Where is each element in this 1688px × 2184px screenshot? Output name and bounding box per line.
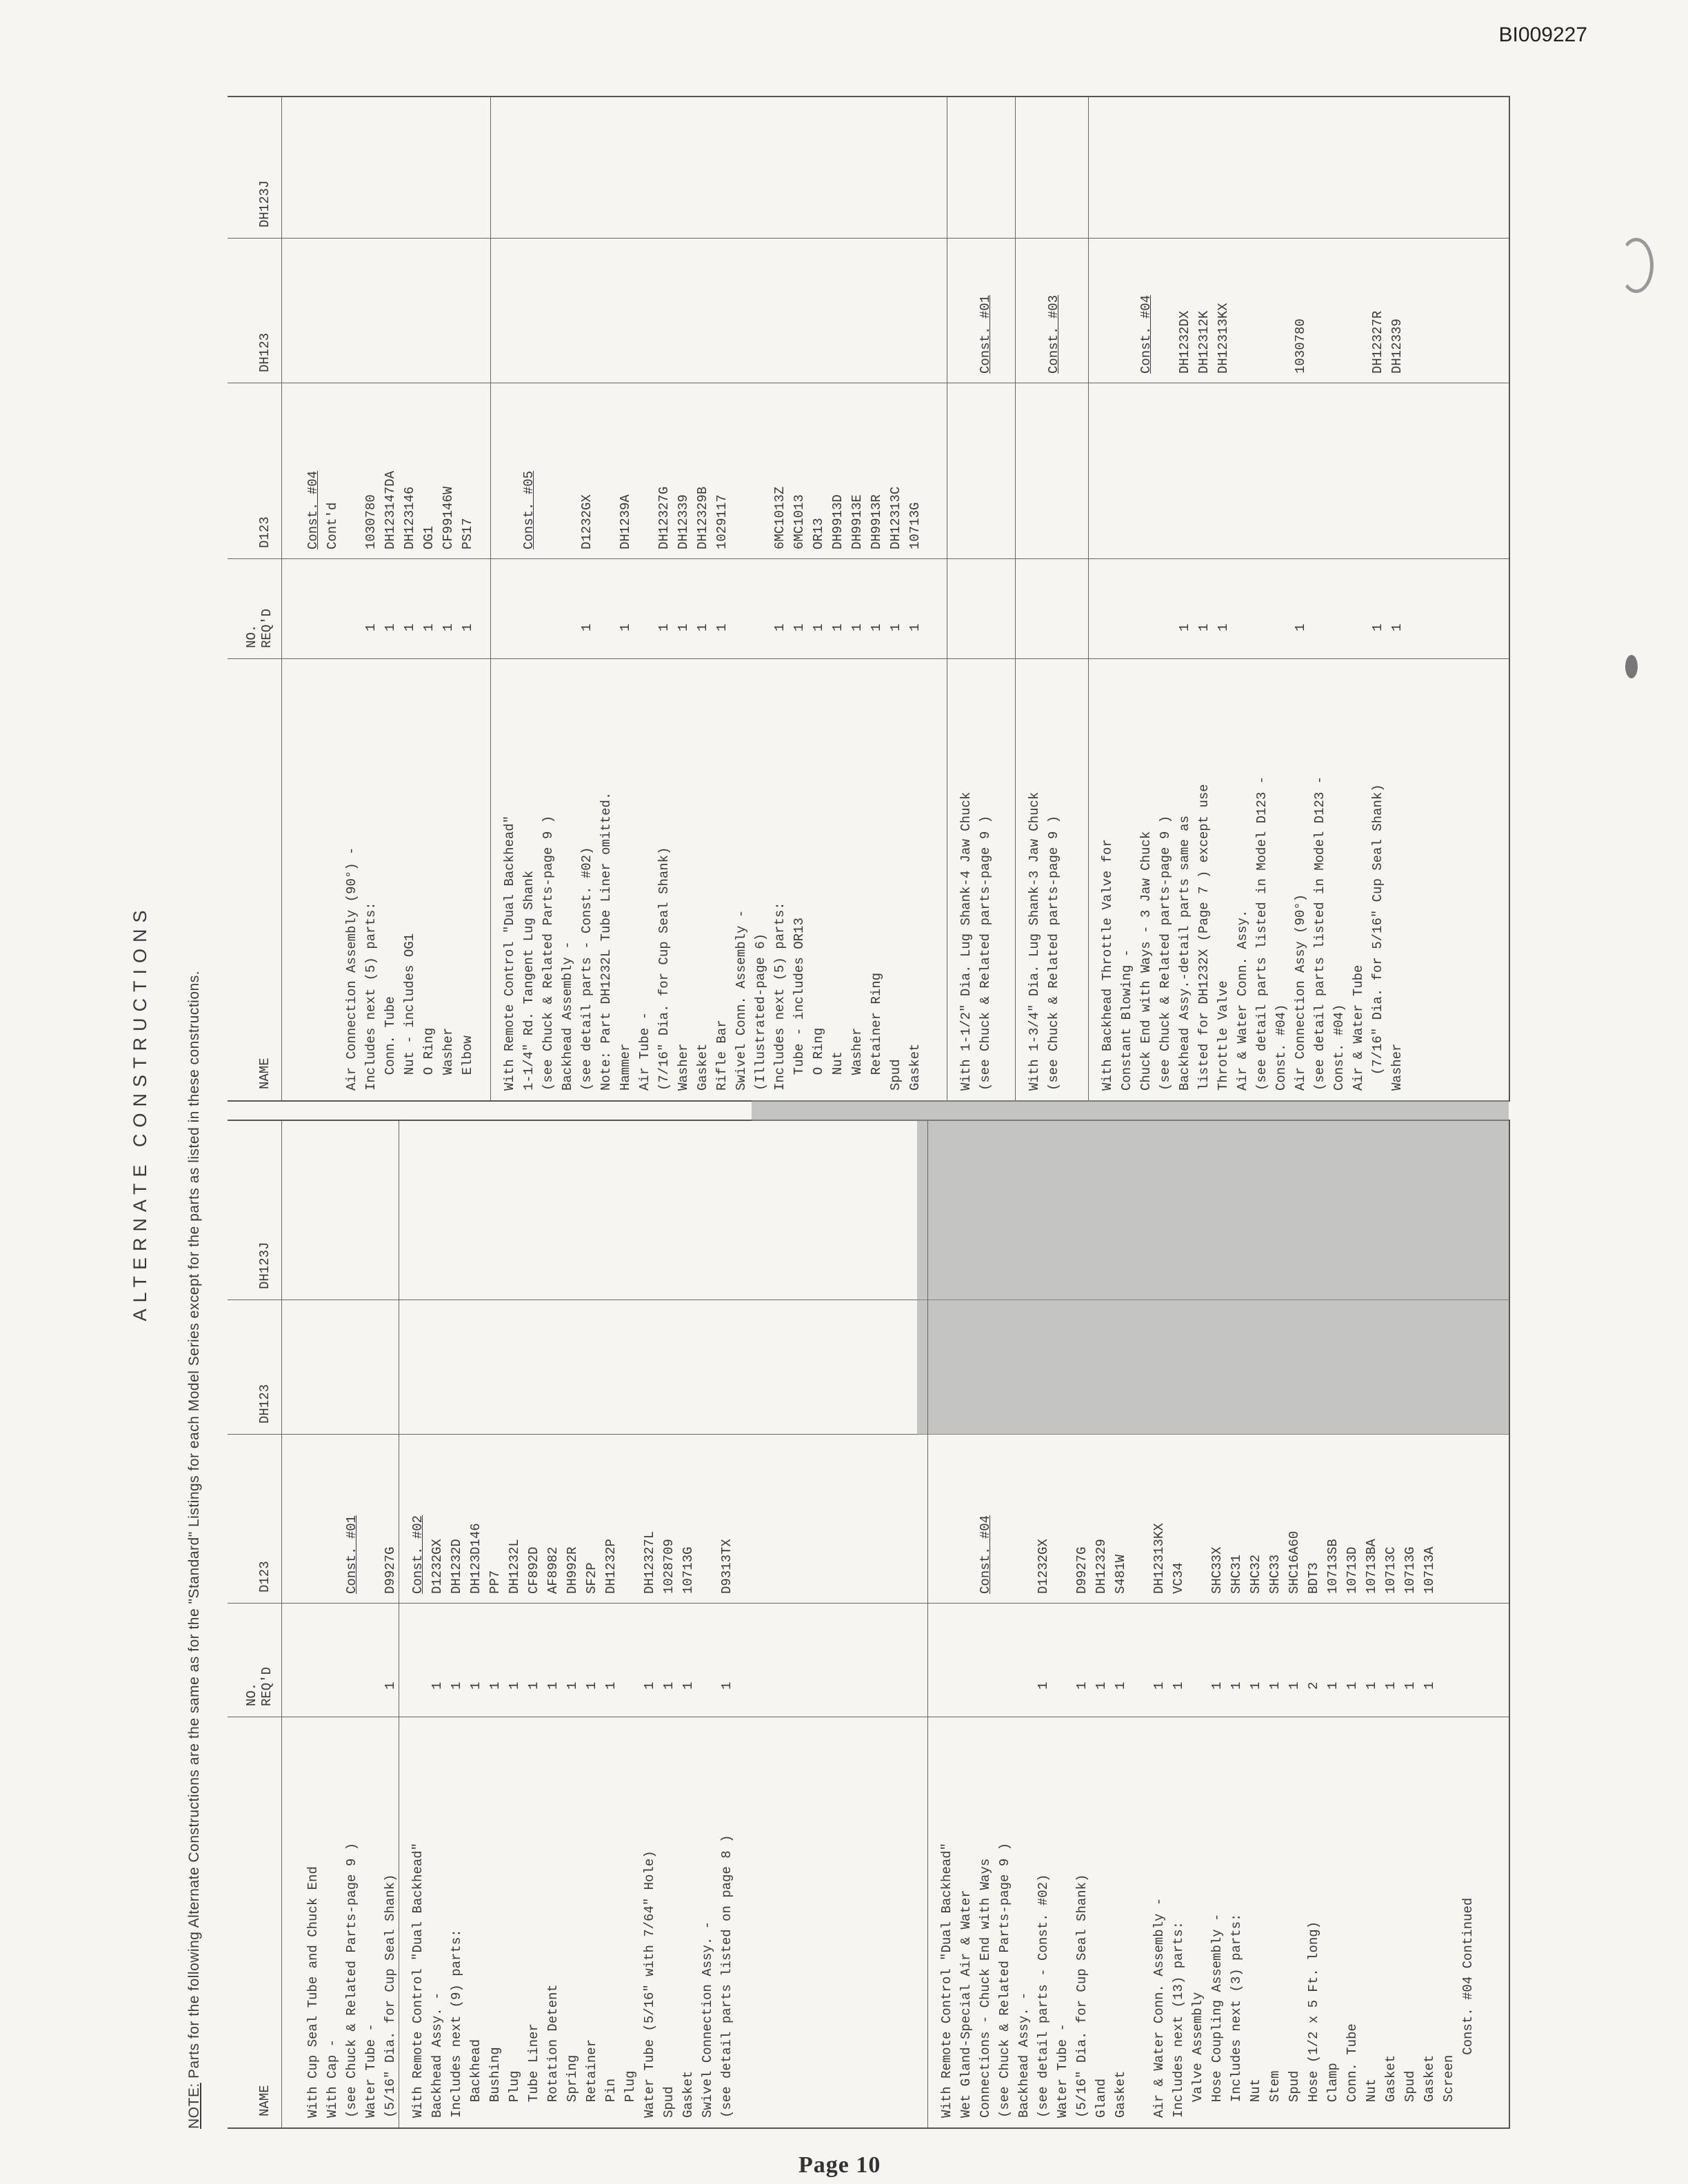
- header-reqd-label: REQ'D: [259, 1666, 274, 1706]
- qty-required: 1: [642, 1681, 657, 1690]
- part-number-d123: PS17: [460, 518, 475, 549]
- part-number-d123: SHC32: [1248, 1554, 1263, 1594]
- qty-required: 1: [383, 1681, 398, 1690]
- part-number-d123: OG1: [421, 525, 436, 549]
- part-name: Clamp: [1325, 2063, 1340, 2118]
- header-no-reqd-label: [244, 609, 274, 648]
- qty-required: 1: [830, 623, 845, 631]
- header-name: [228, 1717, 282, 2127]
- part-name: Plug: [507, 2070, 522, 2118]
- part-name: With Remote Control "Dual Backhead": [502, 815, 517, 1091]
- part-name: Hose (1/2 x 5 Ft. long): [1306, 1921, 1321, 2118]
- part-name: O Ring: [811, 1027, 826, 1091]
- qty-required: 1: [1325, 1681, 1340, 1690]
- binder-mark-top: [1619, 238, 1654, 293]
- part-name: Valve Assembly: [1190, 1992, 1205, 2118]
- part-name: (see detail parts - Const. #02): [579, 847, 594, 1091]
- part-name: Nut - includes OG1: [402, 933, 417, 1091]
- part-name: Conn. Tube: [1345, 2023, 1360, 2118]
- part-number-d123: 10713SB: [1325, 1539, 1340, 1594]
- qty-required: 1: [468, 1681, 483, 1690]
- qty-required: 1: [449, 1681, 464, 1690]
- qty-required: 1: [888, 623, 903, 631]
- part-name: Gasket: [1113, 2070, 1128, 2118]
- part-name: Spud: [1287, 2070, 1302, 2118]
- part-name: (see detail parts listed in Model D123 -: [1312, 776, 1327, 1091]
- part-number-d123: SHC33: [1267, 1554, 1283, 1594]
- note-label: NOTE:: [186, 2083, 202, 2129]
- part-number-dh123: Const. #03: [1046, 294, 1061, 374]
- part-name: Air Connection Assy (90°): [1293, 893, 1308, 1091]
- part-name: Retainer Ring: [869, 972, 884, 1091]
- part-number-d123: D1232GX: [1036, 1539, 1051, 1594]
- qty-required: 1: [1345, 1681, 1360, 1690]
- part-name: Screen: [1441, 2054, 1456, 2118]
- part-number-d123: DH123147DA: [383, 470, 398, 549]
- part-number-d123: 6MC1013Z: [772, 486, 787, 549]
- part-number-d123: Const. #05: [521, 470, 536, 549]
- header-no-label: NO.: [244, 624, 259, 648]
- part-name: (see detail parts - Const. #02): [1036, 1874, 1051, 2118]
- part-name: Backhead Assy.-detail parts same as: [1177, 815, 1192, 1091]
- part-name: (see Chuck & Related parts-page 9 ): [978, 815, 993, 1091]
- part-name: Gasket: [1383, 2054, 1398, 2118]
- part-name: Backhead Assy. -: [1016, 1992, 1032, 2118]
- part-name: Air & Water Conn. Assy.: [1235, 909, 1250, 1091]
- page-number: Page 10: [798, 2152, 881, 2178]
- part-number-d123: D9313TX: [719, 1539, 734, 1594]
- part-name: Stem: [1267, 2070, 1283, 2118]
- part-number-d123: 6MC1013: [792, 494, 807, 549]
- qty-required: 1: [1094, 1681, 1109, 1690]
- header-dh123-label: DH123: [257, 1384, 272, 1424]
- part-name: With Cap -: [325, 2039, 340, 2118]
- qty-required: 1: [714, 623, 730, 631]
- header-qty: [228, 559, 282, 659]
- part-number-d123: 10713A: [1422, 1546, 1437, 1594]
- qty-required: 1: [363, 623, 379, 631]
- part-number-d123: DH12327G: [656, 486, 672, 549]
- part-name: Tube - includes OR13: [792, 918, 807, 1091]
- part-name: Chuck End with Ways - 3 Jaw Chuck: [1138, 831, 1154, 1091]
- part-name: Elbow: [460, 1035, 475, 1091]
- qty-required: 1: [1171, 1681, 1186, 1690]
- part-number-d123: DH9913D: [830, 494, 845, 549]
- part-name: Water Tube -: [1055, 2023, 1070, 2118]
- qty-required: 1: [1422, 1681, 1437, 1690]
- part-name: Const. #04): [1274, 1004, 1289, 1091]
- part-number-d123: SHC16A60: [1287, 1530, 1302, 1594]
- group-divider: [1088, 659, 1089, 1100]
- group-divider: [927, 1717, 928, 2127]
- column-divider: [228, 558, 1509, 559]
- part-name: (5/16" Dia. for Cup Seal Shank): [383, 1874, 398, 2118]
- qty-required: 1: [1113, 1681, 1128, 1690]
- column-divider: [228, 1603, 1509, 1604]
- part-name: (Illustrated-page 6): [753, 933, 768, 1091]
- qty-required: 1: [676, 623, 691, 631]
- qty-required: 1: [1403, 1681, 1418, 1690]
- part-number-d123: 10713G: [681, 1546, 696, 1594]
- qty-required: 1: [1370, 623, 1385, 631]
- part-number-d123: 10713D: [1345, 1546, 1360, 1594]
- header-dh123-label: DH123: [257, 332, 272, 372]
- part-name: (see detail parts listed in Model D123 -: [1254, 776, 1269, 1091]
- part-number-dh123: DH12339: [1389, 318, 1405, 374]
- header-d123: [228, 383, 282, 559]
- part-number-d123: 10713G: [1403, 1546, 1418, 1594]
- part-number-dh123: 1030780: [1293, 318, 1308, 374]
- qty-required: 1: [811, 623, 826, 631]
- header-no-reqd-label: [244, 1667, 274, 1706]
- part-name: Const. #04 Continued: [1460, 1897, 1476, 2118]
- part-number-dh123: DH1232DX: [1177, 310, 1192, 374]
- part-number-d123: Const. #04: [978, 1515, 993, 1594]
- part-name: (see Chuck & Related parts-page 9 ): [1046, 815, 1061, 1091]
- part-name: Nut: [1248, 2078, 1263, 2118]
- qty-required: 1: [695, 623, 710, 631]
- note-line: [186, 971, 203, 2129]
- part-number-d123: DH12313KX: [1152, 1523, 1167, 1594]
- qty-required: 1: [402, 623, 417, 631]
- part-name: Const. #04): [1332, 1004, 1347, 1091]
- qty-required: 1: [1152, 1681, 1167, 1690]
- part-number-dh123: DH12327R: [1370, 310, 1385, 374]
- part-number-d123: DH9913R: [869, 494, 884, 549]
- part-number-d123: DH1232D: [449, 1539, 464, 1594]
- part-number-dh123: DH12313KX: [1216, 303, 1231, 374]
- qty-required: 1: [1036, 1681, 1051, 1690]
- part-name: Hammer: [618, 1043, 633, 1091]
- part-number-d123: 1028709: [661, 1539, 676, 1594]
- header-no-label: NO.: [244, 1682, 259, 1706]
- part-number-d123: AF8982: [545, 1546, 561, 1594]
- part-number-d123: PP7: [488, 1570, 503, 1594]
- qty-required: 1: [656, 623, 672, 631]
- part-name: Backhead Assy. -: [430, 1992, 445, 2118]
- part-number-d123: D1232GX: [579, 494, 594, 549]
- qty-required: 1: [603, 1681, 619, 1690]
- part-name: Retainer: [584, 2039, 599, 2118]
- header-name-label: NAME: [257, 2085, 272, 2116]
- part-number-d123: DH992R: [565, 1546, 580, 1594]
- part-name: Backhead: [468, 2039, 483, 2118]
- part-number-d123: DH12313C: [888, 486, 903, 549]
- qty-required: 1: [1383, 1681, 1398, 1690]
- group-divider: [927, 1121, 928, 1717]
- qty-required: 1: [421, 623, 436, 631]
- part-name: (7/16" Dia. for 5/16" Cup Seal Shank): [1370, 784, 1385, 1091]
- column-divider: [228, 238, 1509, 239]
- qty-required: 1: [383, 623, 398, 631]
- qty-required: 1: [618, 623, 633, 631]
- part-number-d123: VC34: [1171, 1562, 1186, 1594]
- qty-required: 1: [579, 623, 594, 631]
- qty-required: 1: [460, 623, 475, 631]
- part-number-d123: DH9913E: [850, 494, 865, 549]
- part-name: Nut: [1364, 2078, 1379, 2118]
- part-name: Note: Part DH1232L Tube Liner omitted.: [599, 791, 614, 1091]
- part-number-d123: 10713C: [1383, 1546, 1398, 1594]
- qty-required: 1: [1074, 1681, 1089, 1690]
- part-name: Wet Gland-Special Air & Water: [958, 1890, 974, 2118]
- part-name: Air & Water Conn. Assembly -: [1152, 1897, 1167, 2118]
- header-dh123: [228, 1300, 282, 1435]
- shaded-unused-cells: [917, 1121, 1509, 1435]
- part-number-d123: Const. #02: [410, 1515, 425, 1594]
- qty-required: 1: [1177, 623, 1192, 631]
- section-title: ALTERNATE CONSTRUCTIONS: [130, 904, 150, 1322]
- part-name: Spud: [888, 1059, 903, 1091]
- part-number-d123: Const. #01: [344, 1515, 359, 1594]
- part-number-d123: D9927G: [1074, 1546, 1089, 1594]
- group-divider: [490, 659, 491, 1100]
- qty-required: 1: [488, 1681, 503, 1690]
- qty-required: 1: [1209, 1681, 1225, 1690]
- qty-required: 1: [661, 1681, 676, 1690]
- qty-required: 1: [681, 1681, 696, 1690]
- qty-required: 1: [430, 1681, 445, 1690]
- part-number-d123: S481W: [1113, 1554, 1128, 1594]
- part-number-d123: OR13: [811, 518, 826, 549]
- qty-required: 1: [545, 1681, 561, 1690]
- part-name: With Cup Seal Tube and Chuck End: [305, 1866, 321, 2118]
- qty-required: 1: [1389, 623, 1405, 631]
- qty-required: 1: [850, 623, 865, 631]
- part-number-d123: CF99146W: [441, 486, 456, 549]
- part-name: Bushing: [488, 2047, 503, 2118]
- part-name: Plug: [623, 2070, 638, 2118]
- part-name: Water Tube -: [363, 2023, 379, 2118]
- part-number-d123: DH12329: [1094, 1539, 1109, 1594]
- part-name: (see Chuck & Related Parts-page 9 ): [344, 1842, 359, 2118]
- part-name: Rotation Detent: [545, 1984, 561, 2118]
- binder-mark-middle: [1625, 655, 1638, 678]
- part-number-dh123: DH12312K: [1196, 310, 1212, 374]
- part-number-d123: 1030780: [363, 494, 379, 549]
- part-number-d123: DH12329B: [695, 486, 710, 549]
- part-number-d123: 10713BA: [1364, 1539, 1379, 1594]
- qty-required: 1: [1229, 1681, 1244, 1690]
- part-name: Constant Blowing -: [1119, 949, 1134, 1091]
- part-name: (see detail parts listed on page 8 ): [719, 1834, 734, 2118]
- header-name-label: NAME: [257, 1058, 272, 1089]
- part-name: Gasket: [1422, 2054, 1437, 2118]
- part-number-d123: DH12327L: [642, 1530, 657, 1594]
- document-id: BI009227: [1498, 23, 1587, 46]
- part-number-d123: CF892D: [526, 1546, 541, 1594]
- part-name: Air Connection Assembly (90°) -: [344, 847, 359, 1091]
- part-name: Washer: [676, 1043, 691, 1091]
- qty-required: 1: [1216, 623, 1231, 631]
- header-name: [228, 659, 282, 1100]
- part-name: listed for DH1232X (Page 7 ) except use: [1196, 784, 1212, 1091]
- header-dh123j: [228, 1121, 282, 1300]
- part-name: (see Chuck & Related Parts-page 9 ): [997, 1842, 1012, 2118]
- qty-required: 1: [792, 623, 807, 631]
- left-parts-table: [228, 1120, 1510, 2129]
- part-name: Includes next (9) parts:: [449, 1929, 464, 2118]
- header-dh123: [228, 239, 282, 383]
- note-text: Parts for the following Alternate Constructions are the same as for the "Standard" Listings for each Model Series except for the parts as listed in these constructions.: [186, 970, 202, 2083]
- part-name: Throttle Valve: [1216, 980, 1231, 1091]
- qty-required: 1: [441, 623, 456, 631]
- part-name: Conn. Tube: [383, 996, 398, 1091]
- right-parts-table: [228, 96, 1510, 1102]
- part-number-d123: DH12339: [676, 494, 691, 549]
- part-name: (5/16" Dia. for Cup Seal Shank): [1074, 1874, 1089, 2118]
- qty-required: 1: [1287, 1681, 1302, 1690]
- part-name: Washer: [850, 1027, 865, 1091]
- part-name: Gasket: [681, 2070, 696, 2118]
- part-number-d123: SHC31: [1229, 1554, 1244, 1594]
- part-number-d123: D1232GX: [430, 1539, 445, 1594]
- part-number-d123: Const. #04: [305, 470, 321, 549]
- part-name: With 1-3/4" Dia. Lug Shank-3 Jaw Chuck: [1027, 791, 1042, 1091]
- group-divider: [1015, 659, 1016, 1100]
- part-number-d123: BDT3: [1306, 1562, 1321, 1594]
- part-name: Gland: [1094, 2078, 1109, 2118]
- part-name: Includes next (3) parts:: [1229, 1913, 1244, 2118]
- qty-required: 2: [1306, 1681, 1321, 1690]
- part-name: Air & Water Tube: [1351, 964, 1366, 1091]
- qty-required: 1: [907, 623, 923, 631]
- part-name: Pin: [603, 2078, 619, 2118]
- header-dh123j-label: DH123J: [257, 1242, 272, 1289]
- part-name: Swivel Conn. Assembly -: [734, 909, 749, 1091]
- header-d123-label: D123: [257, 516, 272, 548]
- part-name: (see Chuck & Related parts-page 9 ): [1158, 815, 1173, 1091]
- part-name: Washer: [1389, 1043, 1405, 1091]
- part-name: Spud: [1403, 2070, 1418, 2118]
- part-name: Washer: [441, 1027, 456, 1091]
- qty-required: 1: [719, 1681, 734, 1690]
- group-divider: [1088, 97, 1089, 659]
- part-name: Nut: [830, 1051, 845, 1091]
- part-number-d123: DH1232P: [603, 1539, 619, 1594]
- header-qty: [228, 1604, 282, 1717]
- part-name: Tube Liner: [526, 2023, 541, 2118]
- group-divider: [490, 97, 491, 659]
- group-divider: [1015, 97, 1016, 659]
- header-dh123j-label: DH123J: [257, 180, 272, 228]
- part-name: (see Chuck & Related Parts-page 9 ): [541, 815, 556, 1091]
- shaded-unused-cells: [752, 1100, 1509, 1121]
- part-name: Hose Coupling Assembly -: [1209, 1913, 1225, 2118]
- header-d123-label: D123: [257, 1561, 272, 1593]
- part-number-dh123: Const. #04: [1138, 294, 1154, 374]
- part-number-d123: Cont'd: [325, 502, 340, 549]
- part-number-d123: DH1239A: [618, 494, 633, 549]
- part-name: Includes next (5) parts:: [772, 902, 787, 1091]
- part-name: Swivel Connection Assy. -: [700, 1921, 715, 2118]
- part-name: Connections - Chuck End with Ways: [978, 1858, 993, 2118]
- qty-required: 1: [584, 1681, 599, 1690]
- part-name: Spring: [565, 2054, 580, 2118]
- part-number-d123: DH123146: [402, 486, 417, 549]
- part-name: Backhead Assembly -: [560, 941, 575, 1091]
- part-number-d123: DH1232L: [507, 1539, 522, 1594]
- part-name: 1-1/4" Rd. Tangent Lug Shank: [521, 870, 536, 1091]
- qty-required: 1: [1267, 1681, 1283, 1690]
- part-number-d123: D9927G: [383, 1546, 398, 1594]
- part-name: Spud: [661, 2086, 676, 2118]
- part-name: With 1-1/2" Dia. Lug Shank-4 Jaw Chuck: [958, 791, 974, 1091]
- part-name: Gasket: [907, 1043, 923, 1091]
- part-name: With Backhead Throttle Valve for: [1100, 839, 1115, 1091]
- qty-required: 1: [526, 1681, 541, 1690]
- part-number-d123: SHC33X: [1209, 1546, 1225, 1594]
- part-name: With Remote Control "Dual Backhead": [939, 1842, 954, 2118]
- header-d123: [228, 1435, 282, 1604]
- qty-required: 1: [1364, 1681, 1379, 1690]
- part-name: Gasket: [695, 1043, 710, 1091]
- part-name: (7/16" Dia. for Cup Seal Shank): [656, 847, 672, 1091]
- part-number-d123: SF2P: [584, 1562, 599, 1594]
- rotated-page-content: [124, 97, 1510, 2129]
- part-number-d123: 10713G: [907, 502, 923, 549]
- part-number-d123: 1029117: [714, 494, 730, 549]
- column-divider: [228, 658, 1509, 659]
- part-name: Water Tube (5/16" with 7/64" Hole): [642, 1850, 657, 2118]
- qty-required: 1: [1248, 1681, 1263, 1690]
- part-name: With Remote Control "Dual Backhead": [410, 1842, 425, 2118]
- qty-required: 1: [1196, 623, 1212, 631]
- part-name: Air Tube -: [637, 1011, 652, 1091]
- part-number-dh123: Const. #01: [978, 294, 993, 374]
- qty-required: 1: [772, 623, 787, 631]
- part-number-d123: DH123D146: [468, 1523, 483, 1594]
- qty-required: 1: [1293, 623, 1308, 631]
- part-name: O Ring: [421, 1027, 436, 1091]
- qty-required: 1: [869, 623, 884, 631]
- header-dh123j: [228, 97, 282, 239]
- part-name: Rifle Bar: [714, 1020, 730, 1091]
- qty-required: 1: [565, 1681, 580, 1690]
- part-name: Includes next (13) parts:: [1171, 1921, 1186, 2118]
- qty-required: 1: [507, 1681, 522, 1690]
- header-reqd-label: REQ'D: [259, 608, 274, 648]
- part-name: Includes next (5) parts:: [363, 902, 379, 1091]
